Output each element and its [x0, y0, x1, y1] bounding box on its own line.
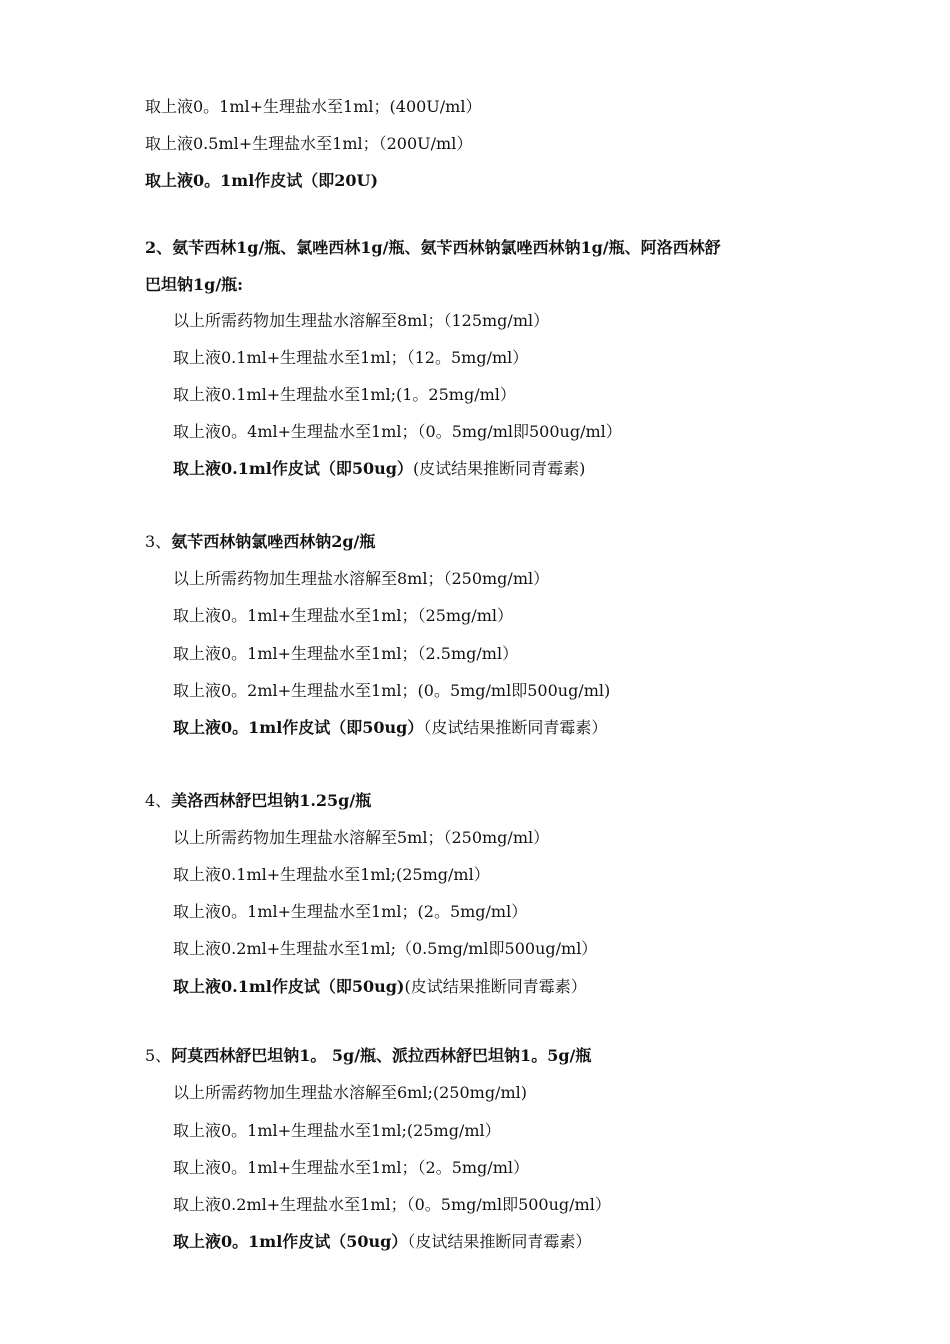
section-number: 4、 — [145, 791, 172, 810]
procedure-line: 取上液0.2ml+生理盐水至1ml;（0.5mg/ml即500ug/ml） — [173, 939, 598, 958]
section-title — [145, 1046, 591, 1066]
procedure-line: 取上液0。1ml+生理盐水至1ml；（25mg/ml） — [173, 606, 513, 625]
skin-test-instruction: 取上液0.1ml作皮试（即50ug） — [173, 459, 413, 478]
procedure-line: 取上液0.1ml+生理盐水至1ml；（12。5mg/ml） — [173, 348, 529, 367]
procedure-line: 取上液0。1ml+生理盐水至1ml；(2。5mg/ml） — [173, 902, 528, 921]
skin-test-instruction: 取上液0。1ml作皮试（50ug） — [173, 1232, 408, 1251]
section-title: 2、氨苄西林1g/瓶、氯唑西林1g/瓶、氨苄西林钠氯唑西林钠1g/瓶、阿洛西林舒 — [145, 238, 721, 257]
procedure-line: 以上所需药物加生理盐水溶解至8ml；（125mg/ml） — [173, 311, 550, 330]
skin-test-instruction: 取上液0。1ml作皮试（即50ug） — [173, 718, 424, 737]
procedure-line: 取上液0。1ml+生理盐水至1ml;(25mg/ml） — [173, 1121, 501, 1140]
skin-test-note: （皮试结果推断同青霉素） — [423, 718, 608, 737]
section-title-text: 美洛西林舒巴坦钠1.25g/瓶 — [171, 791, 372, 810]
procedure-line: 以上所需药物加生理盐水溶解至8ml；（250mg/ml） — [173, 569, 550, 588]
section-title-cont: 巴坦钠1g/瓶: — [145, 275, 244, 294]
skin-test-note: （皮试结果推断同青霉素） — [407, 1232, 592, 1251]
section-title-text: 阿莫西林舒巴坦钠1。 5g/瓶、派拉西林舒巴坦钠1。5g/瓶 — [171, 1046, 592, 1065]
procedure-line: 取上液0。4ml+生理盐水至1ml；（0。5mg/ml即500ug/ml） — [173, 422, 622, 441]
procedure-line: 取上液0.1ml+生理盐水至1ml;(1。25mg/ml） — [173, 385, 516, 404]
skin-test-note: (皮试结果推断同青霉素) — [412, 459, 586, 478]
procedure-line: 以上所需药物加生理盐水溶解至6ml;(250mg/ml) — [173, 1083, 527, 1102]
procedure-line: 取上液0。2ml+生理盐水至1ml；(0。5mg/ml即500ug/ml) — [173, 681, 611, 700]
skin-test-line — [173, 459, 585, 479]
procedure-line: 取上液0.2ml+生理盐水至1ml；（0。5mg/ml即500ug/ml） — [173, 1195, 611, 1214]
section-title — [145, 532, 375, 552]
section-number: 3、 — [145, 532, 172, 551]
procedure-line: 取上液0。1ml+生理盐水至1ml；(400U/ml） — [145, 97, 482, 116]
skin-test-line — [173, 1232, 591, 1252]
skin-test-instruction: 取上液0.1ml作皮试（即50ug) — [173, 977, 405, 996]
procedure-line: 取上液0。1ml+生理盐水至1ml；（2.5mg/ml） — [173, 644, 519, 663]
procedure-line: 取上液0.5ml+生理盐水至1ml；（200U/ml） — [145, 134, 473, 153]
section-number: 5、 — [145, 1046, 172, 1065]
procedure-line: 取上液0.1ml+生理盐水至1ml;(25mg/ml） — [173, 865, 490, 884]
skin-test-line: 取上液0。1ml作皮试（即20U) — [145, 171, 379, 190]
section-title — [145, 791, 371, 811]
skin-test-line — [173, 718, 607, 738]
procedure-line: 以上所需药物加生理盐水溶解至5ml；（250mg/ml） — [173, 828, 550, 847]
skin-test-note: (皮试结果推断同青霉素） — [404, 977, 587, 996]
section-title-text: 氨苄西林钠氯唑西林钠2g/瓶 — [171, 532, 376, 551]
skin-test-line — [173, 977, 587, 997]
procedure-line: 取上液0。1ml+生理盐水至1ml；（2。5mg/ml） — [173, 1158, 529, 1177]
